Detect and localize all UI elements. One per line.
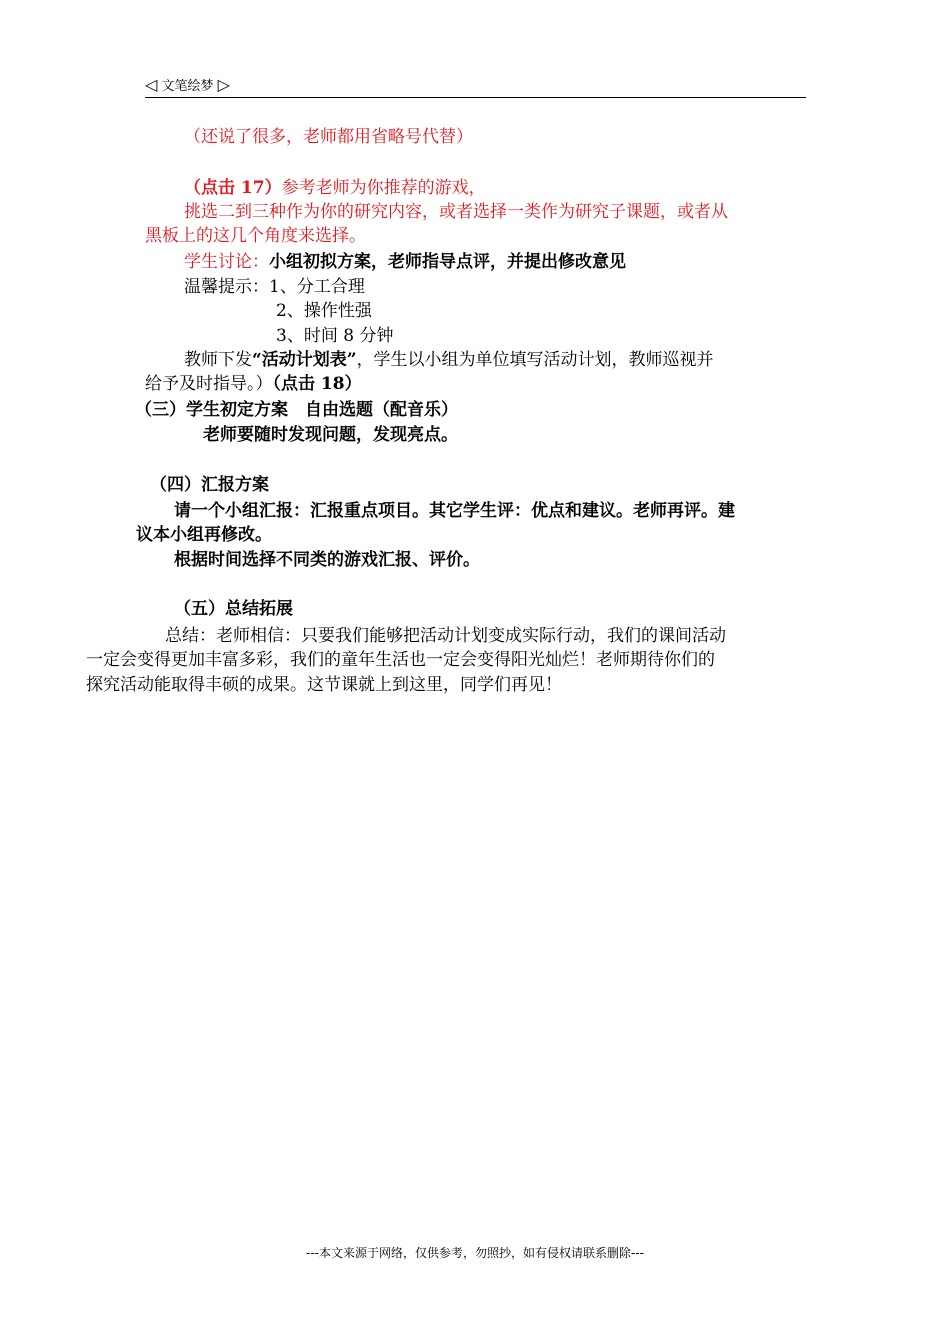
text-line: 老师要随时发现问题，发现亮点。 xyxy=(203,425,458,445)
click-marker: （点击 17） xyxy=(184,178,282,198)
text-span: 小组初拟方案，老师指导点评，并提出修改意见 xyxy=(269,252,626,272)
text-line: 温馨提示：1、分工合理 xyxy=(184,277,365,297)
text-line: （还说了很多，老师都用省略号代替） xyxy=(184,127,473,147)
text-line: 根据时间选择不同类的游戏汇报、评价。 xyxy=(174,550,480,570)
section-heading: （四）汇报方案 xyxy=(150,475,269,495)
text-span: “活动计划表” xyxy=(252,350,357,370)
text-line xyxy=(184,349,714,371)
header-rule xyxy=(145,97,806,98)
right-triangle-icon: ▷ xyxy=(217,75,230,94)
section-heading: （五）总结拓展 xyxy=(174,599,293,619)
section-heading: （三）学生初定方案 自由选题（配音乐） xyxy=(135,400,458,420)
text-span: 给予及时指导。） xyxy=(145,374,273,394)
text-line: 挑选二到三种作为你的研究内容，或者选择一类作为研究子课题，或者从 xyxy=(184,202,728,222)
text-line: 总结：老师相信：只要我们能够把活动计划变成实际行动，我们的课间活动 xyxy=(165,626,726,646)
text-line xyxy=(184,177,486,199)
text-line: 请一个小组汇报：汇报重点项目。其它学生评：优点和建议。老师再评。建 xyxy=(174,501,735,521)
running-header xyxy=(145,74,230,96)
footer-disclaimer: ---本文来源于网络，仅供参考，勿照抄，如有侵权请联系删除--- xyxy=(306,1246,644,1260)
left-triangle-icon: ◁ xyxy=(145,75,158,94)
text-line: 一定会变得更加丰富多彩，我们的童年生活也一定会变得阳光灿烂！老师期待你们的 xyxy=(86,650,715,670)
text-line: 议本小组再修改。 xyxy=(136,525,272,545)
text-line: 2、操作性强 xyxy=(276,301,372,321)
text-line: 探究活动能取得丰硕的成果。这节课就上到这里，同学们再见！ xyxy=(86,675,562,695)
text-line: 黑板上的这几个角度来选择。 xyxy=(145,226,366,246)
text-line xyxy=(145,373,362,395)
text-span: 参考老师为你推荐的游戏， xyxy=(281,178,486,198)
text-line xyxy=(184,251,626,273)
text-line: 3、时间 8 分钟 xyxy=(276,326,394,346)
text-span: ，学生以小组为单位填写活动计划，教师巡视并 xyxy=(356,350,714,370)
header-title: 文笔绘梦 xyxy=(161,79,214,94)
click-marker: （点击 18） xyxy=(272,374,362,394)
discussion-label: 学生讨论： xyxy=(184,252,269,272)
text-span: 教师下发 xyxy=(184,350,252,370)
